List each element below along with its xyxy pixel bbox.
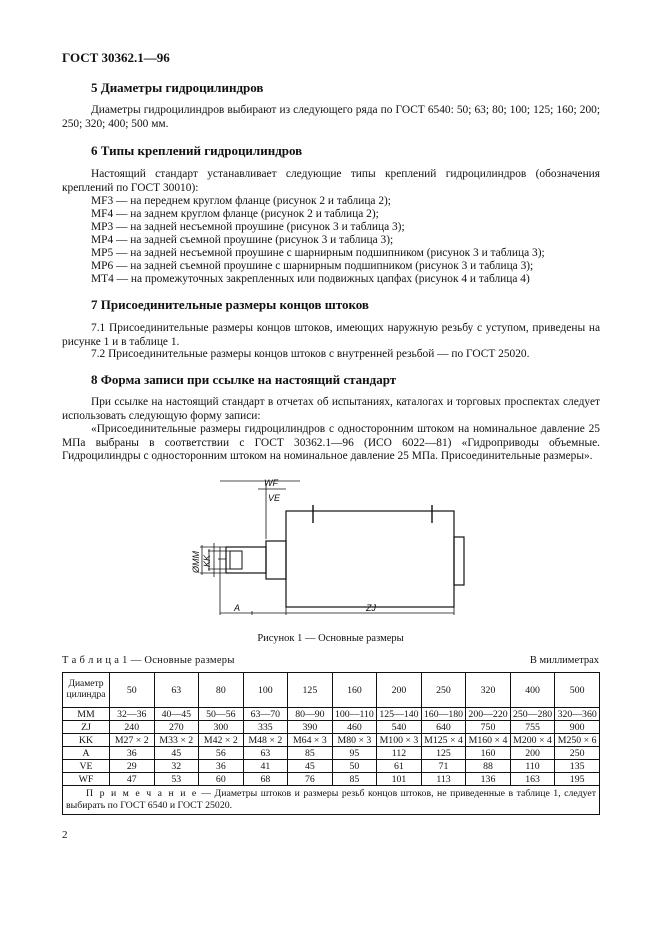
table-cell: 95: [332, 747, 377, 760]
table-1-caption: Т а б л и ц а 1 — Основные размеры: [62, 655, 235, 666]
row-parameter-name: MM: [63, 708, 110, 721]
section-7-heading: 7 Присоединительные размеры концов штоков: [91, 297, 369, 312]
section-8-heading: 8 Форма записи при ссылке на настоящий стандарт: [91, 372, 397, 387]
row-parameter-name: WF: [63, 773, 110, 786]
table-cell: M27 × 2: [110, 734, 155, 747]
table-cell: 80—90: [288, 708, 333, 721]
table-cell: 240: [110, 721, 155, 734]
row-parameter-name: ZJ: [63, 721, 110, 734]
table-cell: 113: [421, 773, 466, 786]
header-diameter: 500: [555, 673, 600, 708]
table-cell: 85: [288, 747, 333, 760]
header-diameter: 320: [466, 673, 511, 708]
header-diameter-label: Диаметр цилиндра: [63, 673, 110, 708]
note-label: П р и м е ч а н и е: [86, 788, 198, 799]
header-diameter: 250: [421, 673, 466, 708]
table-cell: 110: [510, 760, 555, 773]
table-1-units: В миллиметрах: [529, 655, 599, 666]
table-cell: 125: [421, 747, 466, 760]
table-cell: 195: [555, 773, 600, 786]
rear-head: [454, 537, 464, 585]
section-7-paragraph-2: 7.2 Присоединительные размеры концов штоков с внутренней резьбой — по ГОСТ 25020.: [91, 348, 530, 360]
table-cell: 29: [110, 760, 155, 773]
section-8-paragraph-2: «Присоединительные размеры гидроцилиндров с односторонним штоком на номинальное давление 25 МПа выбраны в соответствии с ГОСТ 30362.1—96 (ИСО 6022—81) «Гидроприводы объемные. Гидроцилиндры с односторонним штоком на номинальное давление 25 МПа. Присоединительные размеры».: [62, 423, 600, 463]
table-cell: 63: [243, 747, 288, 760]
table-cell: 88: [466, 760, 511, 773]
table-row: [63, 760, 600, 773]
table-cell: 41: [243, 760, 288, 773]
header-diameter: 80: [199, 673, 244, 708]
dim-label-a: A: [234, 603, 241, 613]
table-cell: 45: [288, 760, 333, 773]
table-cell: 112: [377, 747, 422, 760]
table-cell: 900: [555, 721, 600, 734]
front-head: [266, 541, 286, 579]
table-cell: 460: [332, 721, 377, 734]
table-cell: M33 × 2: [154, 734, 199, 747]
table-cell: 53: [154, 773, 199, 786]
header-diameter: 63: [154, 673, 199, 708]
mount-item-mp3: MP3 — на задней несъемной проушине (рисунок 3 и таблица 3);: [91, 221, 405, 233]
table-cell: 63—70: [243, 708, 288, 721]
dim-label-zj: ZJ: [366, 603, 376, 613]
note-text: — Диаметры штоков и размеры резьб концов штоков, не приведенные в таблице 1, следует выбирать по ГОСТ 6540 и ГОСТ 25020.: [66, 788, 596, 811]
table-cell: M160 × 4: [466, 734, 511, 747]
table-cell: 250: [555, 747, 600, 760]
table-body: [63, 708, 600, 786]
table-cell: 32: [154, 760, 199, 773]
table-cell: 200: [510, 747, 555, 760]
table-cell: M125 × 4: [421, 734, 466, 747]
table-row: [63, 721, 600, 734]
table-cell: M250 × 6: [555, 734, 600, 747]
table-cell: M48 × 2: [243, 734, 288, 747]
table-cell: 36: [110, 747, 155, 760]
mount-item-mp4: MP4 — на задней съемной проушине (рисунок 3 и таблица 3);: [91, 234, 394, 246]
table-cell: M200 × 4: [510, 734, 555, 747]
table-cell: 60: [199, 773, 244, 786]
table-cell: 250—280: [510, 708, 555, 721]
section-6-heading: 6 Типы креплений гидроцилиндров: [91, 143, 303, 158]
table-cell: 32—36: [110, 708, 155, 721]
header-diameter: 400: [510, 673, 555, 708]
document-code: ГОСТ 30362.1—96: [62, 50, 170, 65]
table-cell: 50—56: [199, 708, 244, 721]
table-cell: M80 × 3: [332, 734, 377, 747]
table-row: [63, 773, 600, 786]
table-note-row: [63, 786, 600, 815]
table-cell: 200—220: [466, 708, 511, 721]
table-cell: M42 × 2: [199, 734, 244, 747]
table-cell: 125—140: [377, 708, 422, 721]
row-parameter-name: A: [63, 747, 110, 760]
table-cell: 750: [466, 721, 511, 734]
section-7-paragraph-1: 7.1 Присоединительные размеры концов штоков, имеющих наружную резьбу с уступом, приведены на рисунке 1 и в таблице 1.: [62, 322, 600, 348]
table-cell: 160: [466, 747, 511, 760]
table-cell: 47: [110, 773, 155, 786]
table-cell: 390: [288, 721, 333, 734]
table-row: [63, 734, 600, 747]
section-5-text: Диаметры гидроцилиндров выбирают из следующего ряда по ГОСТ 6540: 50; 63; 80; 100; 125; 160; 200; 250; 320; 400; 500 мм.: [62, 104, 600, 130]
mount-item-mt4: MT4 — на промежуточных закрепленных или подвижных цапфах (рисунок 4 и таблица 4): [91, 273, 530, 285]
table-cell: M64 × 3: [288, 734, 333, 747]
cylinder-body: [286, 511, 454, 607]
header-diameter: 50: [110, 673, 155, 708]
table-row: [63, 747, 600, 760]
table-cell: 76: [288, 773, 333, 786]
figure-1-drawing: [180, 473, 480, 633]
table-cell: 40—45: [154, 708, 199, 721]
table-cell: 320—360: [555, 708, 600, 721]
page-number: 2: [62, 829, 68, 841]
table-note: [63, 786, 600, 815]
table-cell: 100—110: [332, 708, 377, 721]
dim-label-ve: VE: [268, 493, 281, 503]
row-parameter-name: VE: [63, 760, 110, 773]
table-row: [63, 708, 600, 721]
rod-thread: [230, 551, 242, 569]
row-parameter-name: KK: [63, 734, 110, 747]
header-diameter: 200: [377, 673, 422, 708]
table-cell: 136: [466, 773, 511, 786]
table-cell: 101: [377, 773, 422, 786]
table-cell: 50: [332, 760, 377, 773]
table-cell: M100 × 3: [377, 734, 422, 747]
table-cell: 163: [510, 773, 555, 786]
dim-label-kk: KK: [202, 554, 212, 567]
mount-item-mf3: MF3 — на переднем круглом фланце (рисунок 2 и таблица 2);: [91, 195, 391, 207]
mount-item-mp6: MP6 — на задней съемной проушине с шарнирным подшипником (рисунок 3 и таблица 3);: [91, 260, 534, 272]
dim-label-mm: ØMM: [191, 551, 201, 573]
table-cell: 160—180: [421, 708, 466, 721]
table-cell: 56: [199, 747, 244, 760]
header-diameter: 100: [243, 673, 288, 708]
table-cell: 335: [243, 721, 288, 734]
section-6-intro: Настоящий стандарт устанавливает следующие типы креплений гидроцилиндров (обозначения креплений по ГОСТ 30010):: [62, 168, 600, 194]
table-cell: 135: [555, 760, 600, 773]
table-cell: 270: [154, 721, 199, 734]
table-cell: 540: [377, 721, 422, 734]
dim-label-wf: WF: [264, 478, 278, 488]
table-cell: 755: [510, 721, 555, 734]
section-5-heading: 5 Диаметры гидроцилиндров: [91, 80, 264, 95]
table-cell: 61: [377, 760, 422, 773]
figure-1-caption: Рисунок 1 — Основные размеры: [257, 633, 404, 644]
table-cell: 45: [154, 747, 199, 760]
table-cell: 71: [421, 760, 466, 773]
dimensions-table: [62, 672, 600, 815]
table-cell: 640: [421, 721, 466, 734]
section-8-paragraph-1: При ссылке на настоящий стандарт в отчетах об испытаниях, каталогах и торговых проспектах следует использовать следующую форму записи:: [62, 396, 600, 422]
table-cell: 300: [199, 721, 244, 734]
header-diameter: 125: [288, 673, 333, 708]
table-cell: 85: [332, 773, 377, 786]
table-cell: 36: [199, 760, 244, 773]
table-header-row: [63, 673, 600, 708]
table-cell: 68: [243, 773, 288, 786]
mount-item-mp5: MP5 — на задней несъемной проушине с шарнирным подшипником (рисунок 3 и таблица 3);: [91, 247, 545, 259]
header-diameter: 160: [332, 673, 377, 708]
mount-item-mf4: MF4 — на заднем круглом фланце (рисунок 2 и таблица 2);: [91, 208, 379, 220]
